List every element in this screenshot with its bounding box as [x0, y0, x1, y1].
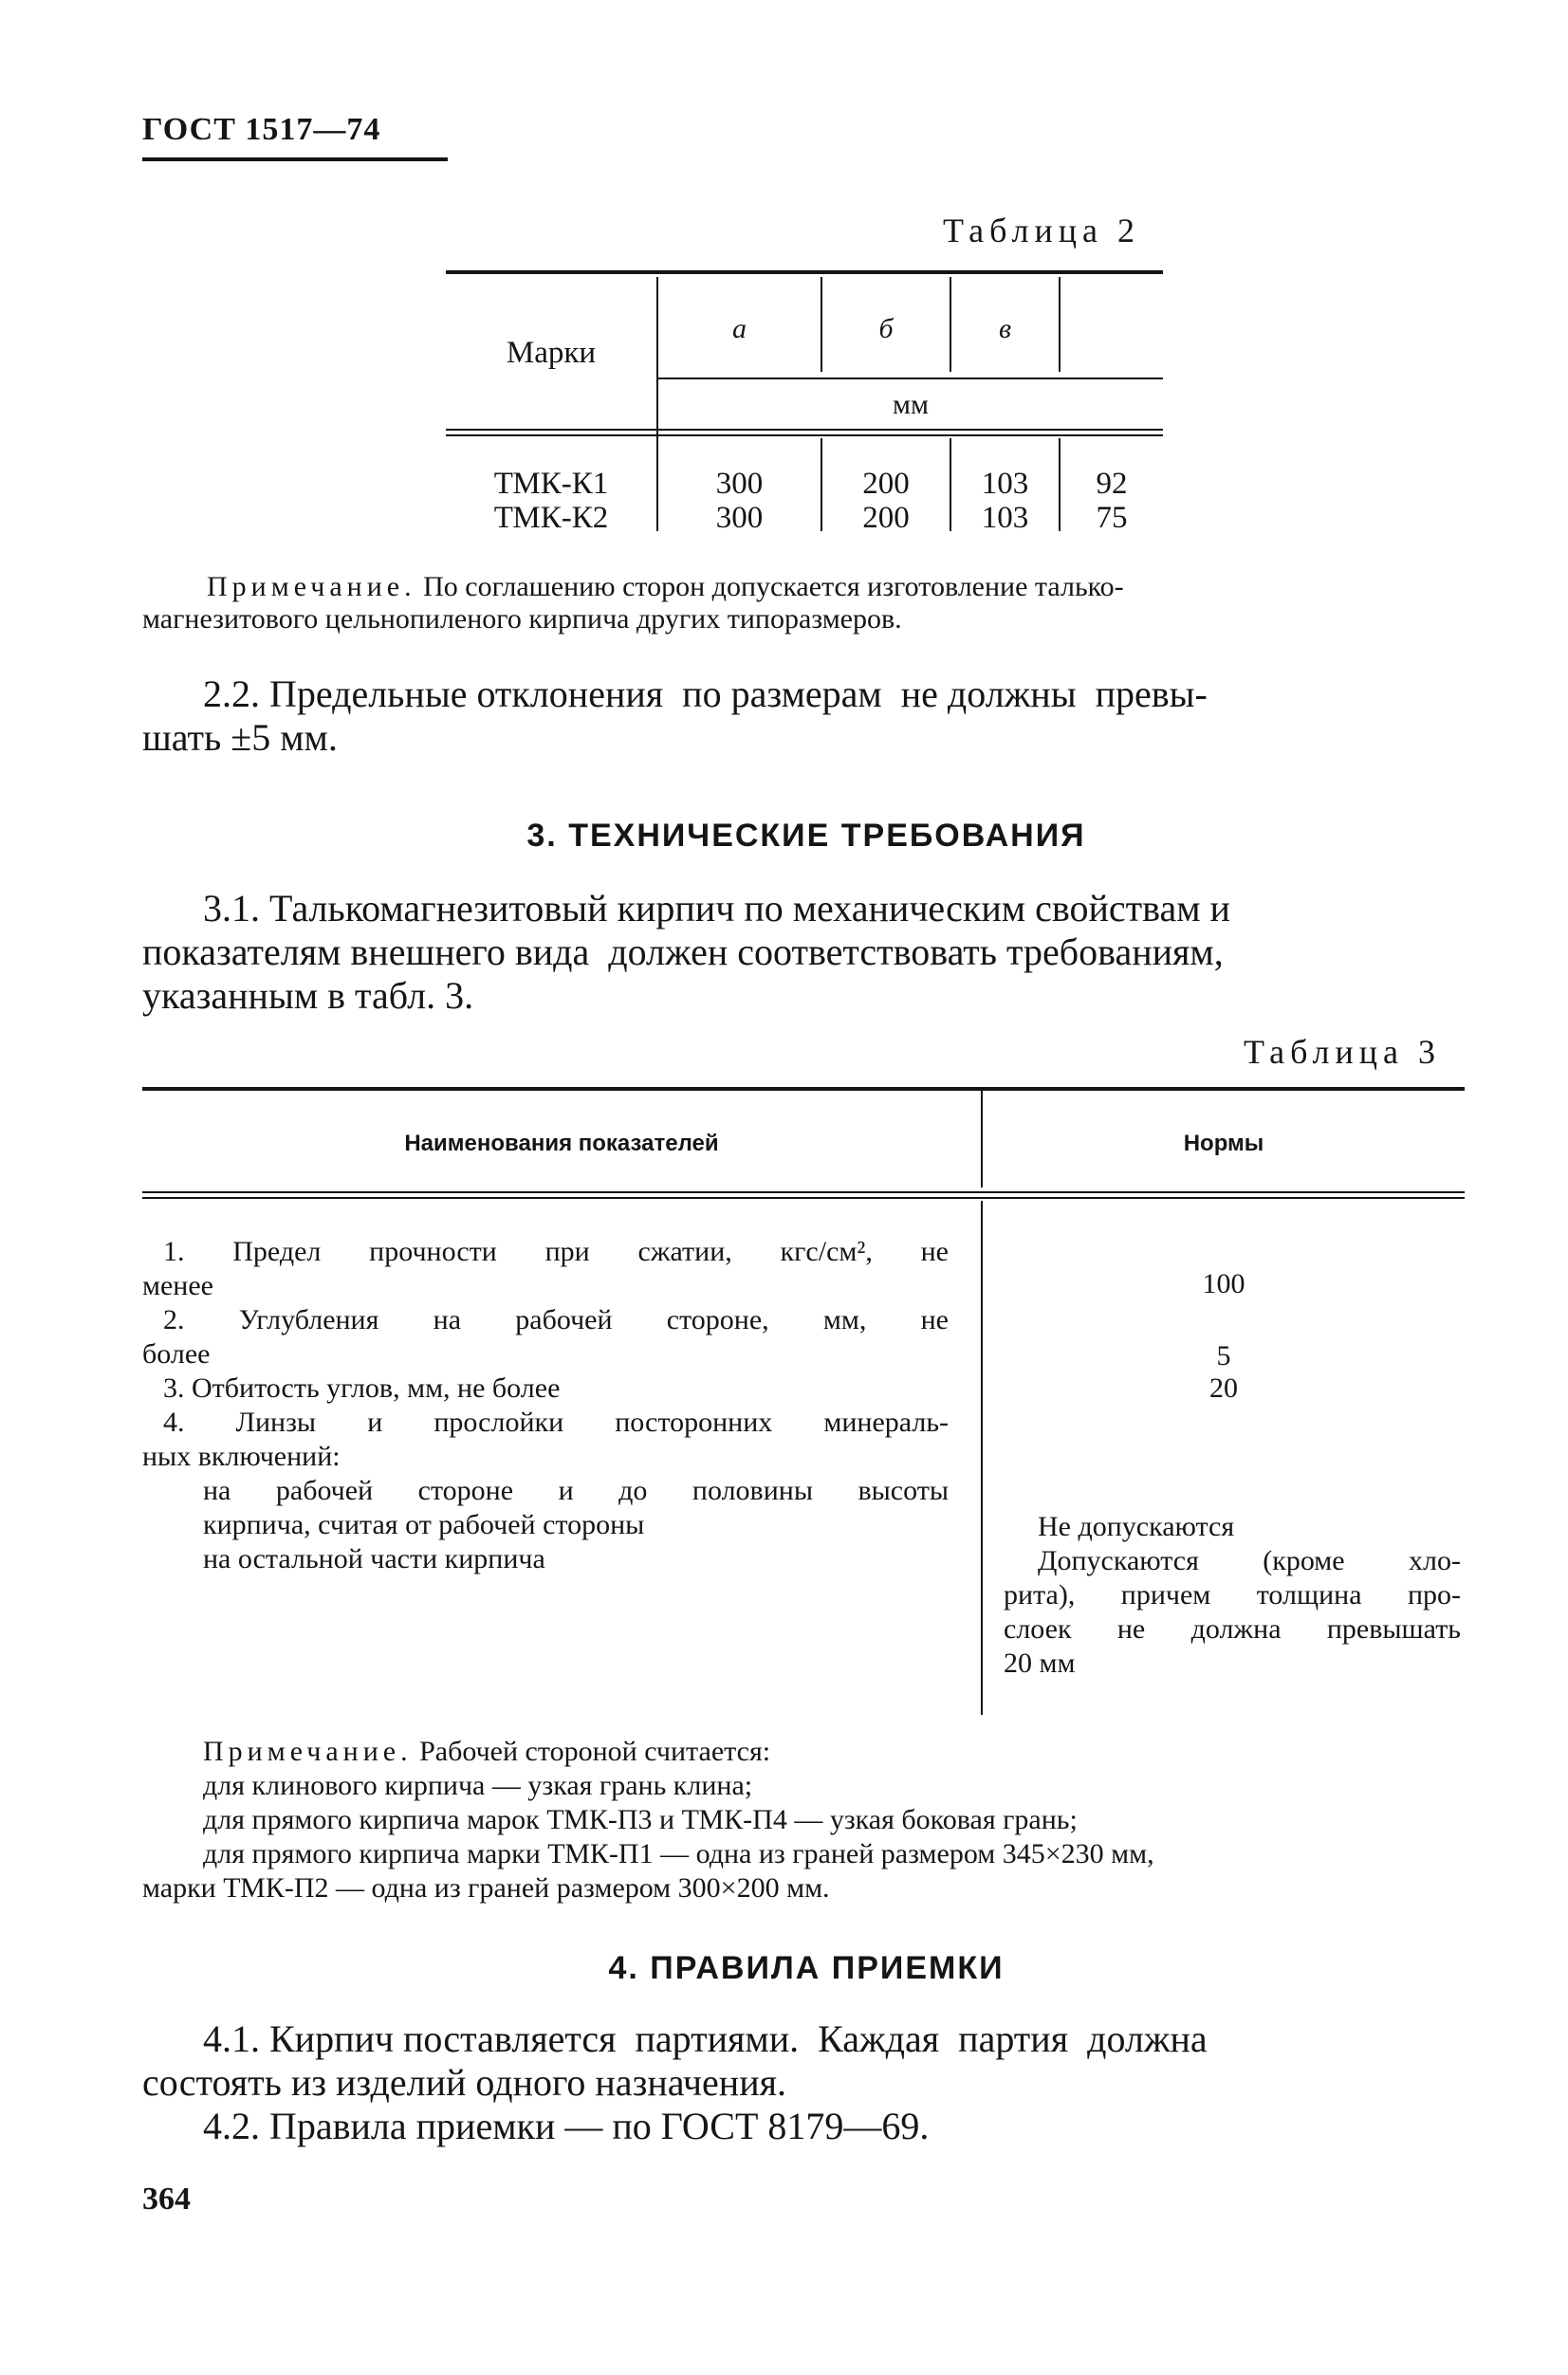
- section-3-title: 3. ТЕХНИЧЕСКИЕ ТРЕБОВАНИЯ: [526, 818, 1086, 854]
- note2-text: Рабочей стороной считается:: [419, 1736, 771, 1767]
- paragraph-2-2-line1: 2.2. Предельные отклонения по размерам не должны превы-: [203, 672, 1208, 715]
- paragraph-2-2-line2: шать ±5 мм.: [142, 716, 338, 759]
- table2-cell-b: 200: [862, 467, 910, 501]
- note2-line1: [203, 1736, 770, 1767]
- note2-line5: марки ТМК-П2 — одна из граней размером 300×200 мм.: [142, 1872, 830, 1904]
- table3-caption: Таблица 3: [1244, 1033, 1441, 1071]
- table2-cell-v: 103: [981, 501, 1029, 535]
- table2-header-v: в: [998, 313, 1012, 344]
- table2-cell-g: 92: [1096, 467, 1128, 501]
- table2-unit: мм: [893, 389, 929, 420]
- table3-norm-4b: [1004, 1544, 1461, 1681]
- paragraph-3-1-line1: 3.1. Талькомагнезитовый кирпич по механическим свойствам и: [203, 887, 1230, 930]
- table3-norm-1: 100: [1202, 1268, 1245, 1299]
- table3-item-4: 4. Линзы и прослойки посторонних минераль-: [163, 1407, 949, 1438]
- table3-item-4-cont: ных включений:: [142, 1441, 341, 1472]
- table3-item-4a: на рабочей стороне и до половины высоты: [203, 1475, 949, 1506]
- section-4-title: 4. ПРАВИЛА ПРИЕМКИ: [608, 1950, 1005, 1986]
- table2-header-a: а: [732, 313, 747, 344]
- table3-head-rule: [142, 1191, 1465, 1193]
- table2-top-rule: [446, 270, 1163, 274]
- note1-label: Примечание.: [207, 571, 416, 602]
- table3-left-column: [142, 1235, 949, 1576]
- table3-norm-4b-line: рита), причем толщина про-: [1004, 1579, 1461, 1611]
- table3-item-1: 1. Предел прочности при сжатии, кгс/см², не: [163, 1236, 949, 1267]
- table2-cell-a: 300: [715, 467, 764, 501]
- table2-unit-rule: [656, 377, 1163, 379]
- table3-item-4a-cont: кирпича, считая от рабочей стороны: [203, 1509, 645, 1540]
- paragraph-4-1-line1: 4.1. Кирпич поставляется партиями. Каждая партия должна: [203, 2017, 1208, 2060]
- paragraph-3-1-line3: указанным в табл. 3.: [142, 974, 474, 1017]
- note2-line2: для клинового кирпича — узкая грань клина;: [203, 1770, 753, 1801]
- note1-text: По соглашению сторон допускается изготовление талько-: [423, 571, 1124, 602]
- table3-norm-4b-line: слоек не должна превышать: [1004, 1613, 1461, 1645]
- table3-norm-4b-line: 20 мм: [1004, 1648, 1076, 1679]
- table3-norm-4b-line: Допускаются (кроме хло-: [1038, 1545, 1461, 1576]
- table3-top-rule: [142, 1087, 1465, 1091]
- note1-line1: [207, 571, 1124, 602]
- document-header: ГОСТ 1517—74: [142, 112, 381, 147]
- table3-item-2: 2. Углубления на рабочей стороне, мм, не: [163, 1304, 949, 1335]
- table2-cell-mark: ТМК-К2: [493, 501, 609, 535]
- table2-head-rule: [446, 429, 1163, 431]
- table3-item-2-cont: более: [142, 1338, 211, 1370]
- header-rule: [142, 157, 448, 161]
- table2-divider: [1059, 277, 1061, 372]
- table2-caption: Таблица 2: [943, 212, 1140, 249]
- page-number: 364: [142, 2182, 191, 2217]
- table2-cell-g: 75: [1096, 501, 1128, 535]
- table3-norm-3: 20: [1209, 1372, 1238, 1404]
- note1-line2: магнезитового цельнопиленого кирпича других типоразмеров.: [142, 603, 902, 635]
- table2-header-marks: Марки: [506, 336, 597, 370]
- table3-item-1-cont: менее: [142, 1270, 213, 1301]
- table2-cell-v: 103: [981, 467, 1029, 501]
- note2-label: Примечание.: [203, 1736, 413, 1767]
- note2-line4: для прямого кирпича марки ТМК-П1 — одна из граней размером 345×230 мм,: [203, 1838, 1154, 1869]
- table2-cell-b: 200: [862, 501, 910, 535]
- table2-cell-a: 300: [715, 501, 764, 535]
- table2-cell-mark: ТМК-К1: [493, 467, 609, 501]
- table3-norm-2: 5: [1216, 1340, 1231, 1372]
- table3-item-3: 3. Отбитость углов, мм, не более: [163, 1372, 561, 1404]
- table2-head-rule: [446, 434, 1163, 436]
- paragraph-4-1-line2: состоять из изделий одного назначения.: [142, 2061, 787, 2104]
- paragraph-4-2: 4.2. Правила приемки — по ГОСТ 8179—69.: [203, 2105, 930, 2147]
- paragraph-3-1-line2: показателям внешнего вида должен соответствовать требованиям,: [142, 930, 1224, 973]
- table3-item-4b: на остальной части кирпича: [203, 1543, 545, 1574]
- table3-header-norm: Нормы: [1183, 1131, 1264, 1156]
- table3-header-name: Наименования показателей: [404, 1131, 719, 1156]
- note2-line3: для прямого кирпича марок ТМК-П3 и ТМК-П4 — узкая боковая грань;: [203, 1804, 1078, 1835]
- table3-head-rule: [142, 1197, 1465, 1199]
- table2-header-b: б: [878, 313, 894, 344]
- table3-norm-4a: Не допускаются: [1038, 1511, 1235, 1542]
